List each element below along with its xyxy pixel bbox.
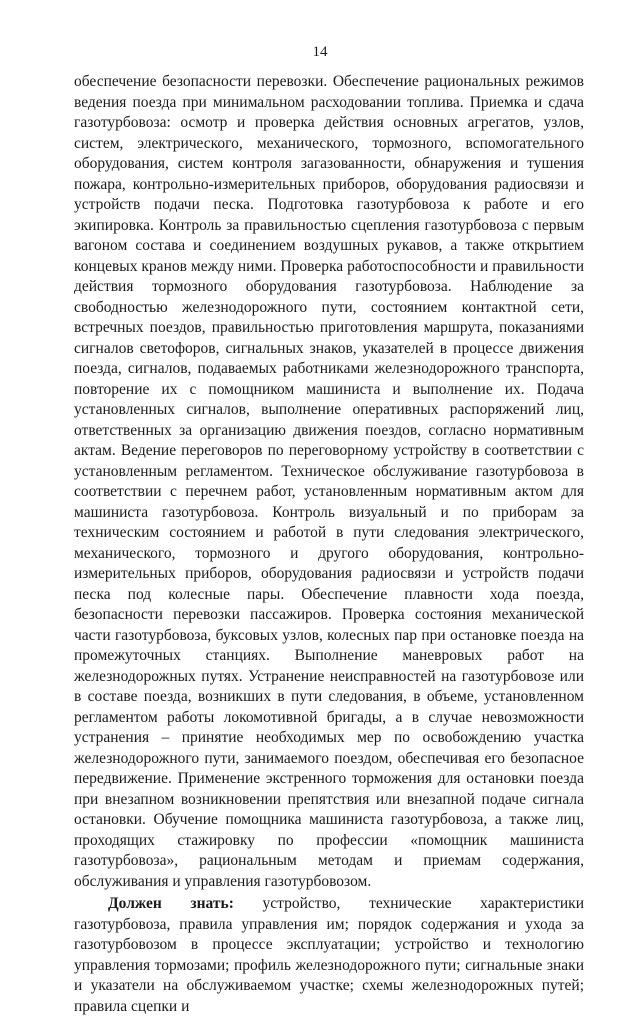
paragraph-must-know-text: устройство, технические характеристики газотурбовоза, правила управления им; порядок содержания и ухода за газотурбовозом в процессе эксплуатации; устройство и технологию управления тормозами; профиль железнодорожного пути; сигнальные знаки и указатели на обслуживаемом участке; схемы железнодорожных путей; правила сцепки и (74, 895, 585, 1015)
paragraph-lead: Должен знать: (108, 895, 234, 912)
paragraph-must-know (74, 894, 584, 1017)
paragraph-duties: обеспечение безопасности перевозки. Обеспечение рациональных режимов ведения поезда при минимальном расходовании топлива. Приемка и сдача газотурбовоза: осмотр и проверка действия основных агрегатов, узлов, систем, электрического, механического, тормозного, вспомогательного оборудования, систем контроля загазованности, обнаружения и тушения пожара, контрольно-измерительных приборов, оборудования радиосвязи и устройств подачи песка. Подготовка газотурбовоза к работе и его экипировка. Контроль за правильностью сцепления газотурбовоза с первым вагоном состава и соединением воздушных рукавов, а также открытием концевых кранов между ними. Проверка работоспособности и правильности действия тормозного оборудования газотурбовоза. Наблюдение за свободностью железнодорожного пути, состоянием контактной сети, встречных поездов, правильностью приготовления маршрута, показаниями сигналов светофоров, сигнальных знаков, указателей в процессе движения поезда, сигналов, подаваемых работниками железнодорожного транспорта, повторение их с помощником машиниста и выполнение их. Подача установленных сигналов, выполнение оперативных распоряжений лиц, ответственных за организацию движения поездов, согласно нормативным актам. Ведение переговоров по переговорному устройству в соответствии с установленным регламентом. Техническое обслуживание газотурбовоза в соответствии с перечнем работ, установленным нормативным актом для машиниста газотурбовоза. Контроль визуальный и по приборам за техническим состоянием и работой в пути следования электрического, механического, тормозного и другого оборудования, контрольно-измерительных приборов, оборудования радиосвязи и устройств подачи песка под колесные пары. Обеспечение плавности хода поезда, безопасности перевозки пассажиров. Проверка состояния механической части газотурбовоза, буксовых узлов, колесных пар при остановке поезда на промежуточных станциях. Выполнение маневровых работ на железнодорожных путях. Устранение неисправностей на газотурбовозе или в составе поезда, возникших в пути следования, в объеме, установленном регламентом работы локомотивной бригады, а в случае невозможности устранения – принятие необходимых мер по освобождению участка железнодорожного пути, занимаемого поездом, обеспечивая его безопасное передвижение. Применение экстренного торможения для остановки поезда при внезапном возникновении препятствия или внезапной подаче сигнала остановки. Обучение помощника машиниста газотурбовоза, а также лиц, проходящих стажировку по профессии «помощник машиниста газотурбовоза», рациональным методам и приемам содержания, обслуживания и управления газотурбовозом. (74, 73, 584, 890)
body-text (74, 72, 584, 1017)
page-number: 14 (312, 44, 328, 60)
